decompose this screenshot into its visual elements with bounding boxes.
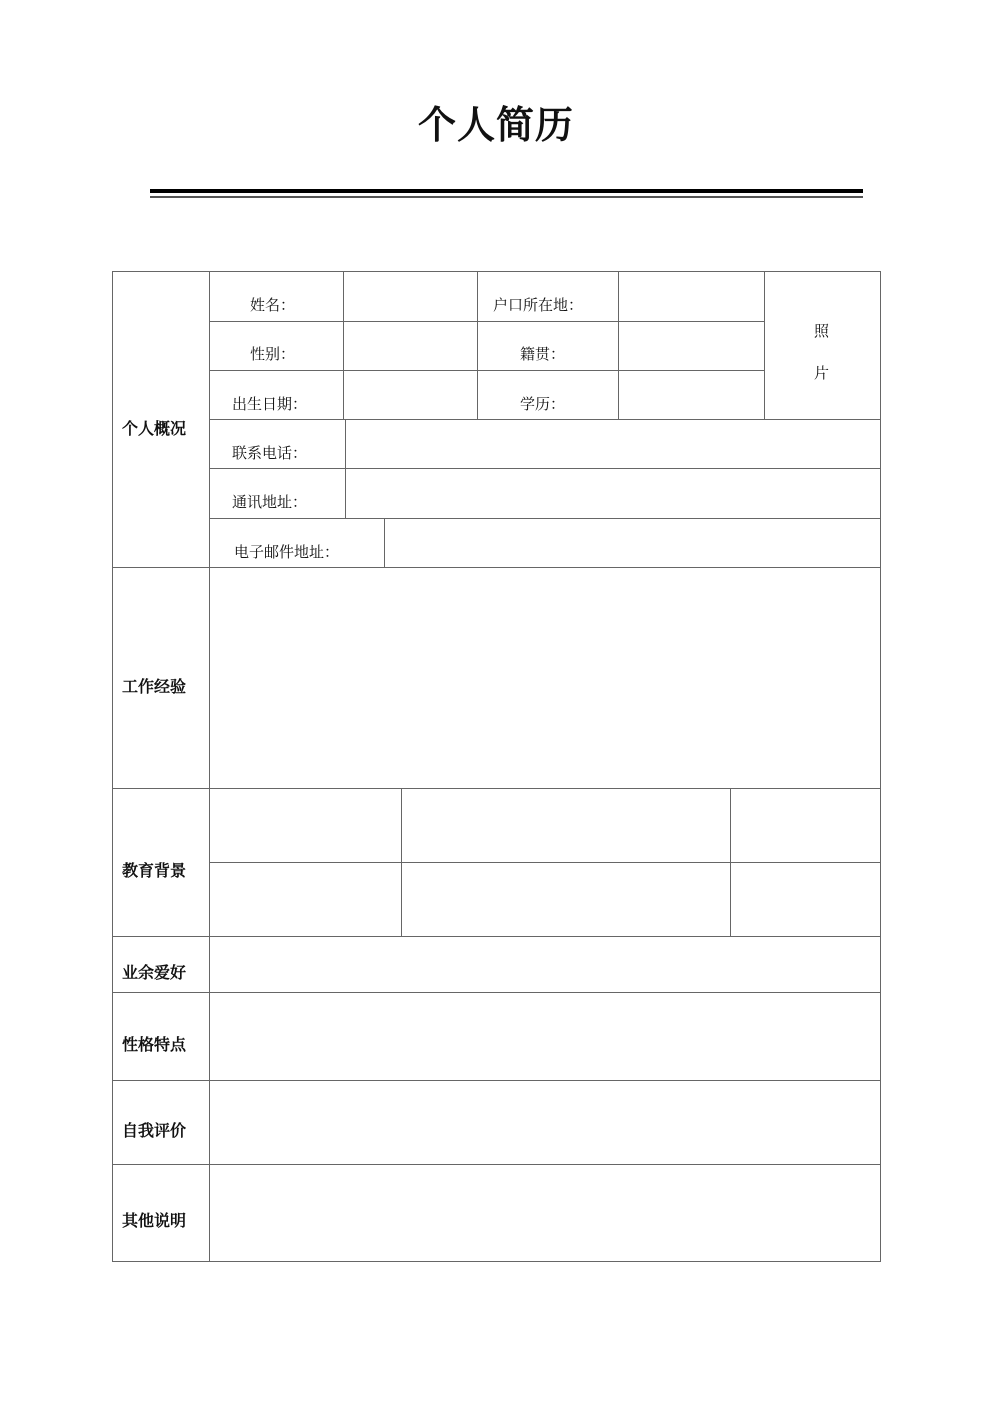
title-rule-thin [150, 196, 863, 198]
education-bg-heading: 教育背景 [122, 861, 187, 880]
photo-box[interactable] [764, 271, 881, 420]
education-field[interactable] [621, 373, 762, 417]
edu-row1-col1-field[interactable] [212, 791, 399, 860]
edu-row2-col2-field[interactable] [404, 865, 728, 934]
hukou-field[interactable] [621, 274, 762, 319]
edu-row1-col2-field[interactable] [404, 791, 728, 860]
hukou-label: 户口所在地： [493, 296, 584, 314]
native-place-label: 籍贯： [520, 345, 566, 363]
other-heading: 其他说明 [122, 1211, 187, 1230]
edu-row2-col1-field[interactable] [212, 865, 399, 934]
name-field[interactable] [346, 274, 475, 319]
phone-label: 联系电话： [232, 444, 308, 462]
name-label: 姓名： [250, 296, 296, 314]
email-field[interactable] [387, 521, 878, 565]
self-eval-heading: 自我评价 [122, 1121, 187, 1140]
photo-label-line2: 片 [814, 364, 830, 382]
email-label: 电子邮件地址： [234, 543, 340, 561]
work-experience-field[interactable] [213, 571, 877, 785]
gender-label: 性别： [250, 345, 296, 363]
title-rule-thick [150, 189, 863, 193]
photo-label-line1: 照 [814, 322, 830, 340]
edu-row2-col3-field[interactable] [733, 865, 878, 934]
address-label: 通讯地址： [232, 493, 308, 511]
gender-field[interactable] [346, 324, 475, 368]
phone-field[interactable] [348, 422, 878, 466]
edu-row1-col3-field[interactable] [733, 791, 878, 860]
hobbies-heading: 业余爱好 [122, 963, 187, 982]
birth-date-label: 出生日期： [232, 395, 308, 413]
birth-date-field[interactable] [346, 373, 475, 417]
address-field[interactable] [348, 471, 878, 516]
document-title: 个人简历 [417, 103, 574, 147]
other-notes-field[interactable] [213, 1168, 877, 1258]
work-heading: 工作经验 [122, 677, 187, 696]
personality-heading: 性格特点 [122, 1035, 187, 1054]
self-eval-field[interactable] [213, 1084, 877, 1161]
native-place-field[interactable] [621, 324, 762, 368]
personality-field[interactable] [213, 996, 877, 1077]
personal-heading: 个人概况 [122, 419, 187, 438]
education-label: 学历： [520, 395, 566, 413]
hobbies-field[interactable] [213, 940, 877, 989]
